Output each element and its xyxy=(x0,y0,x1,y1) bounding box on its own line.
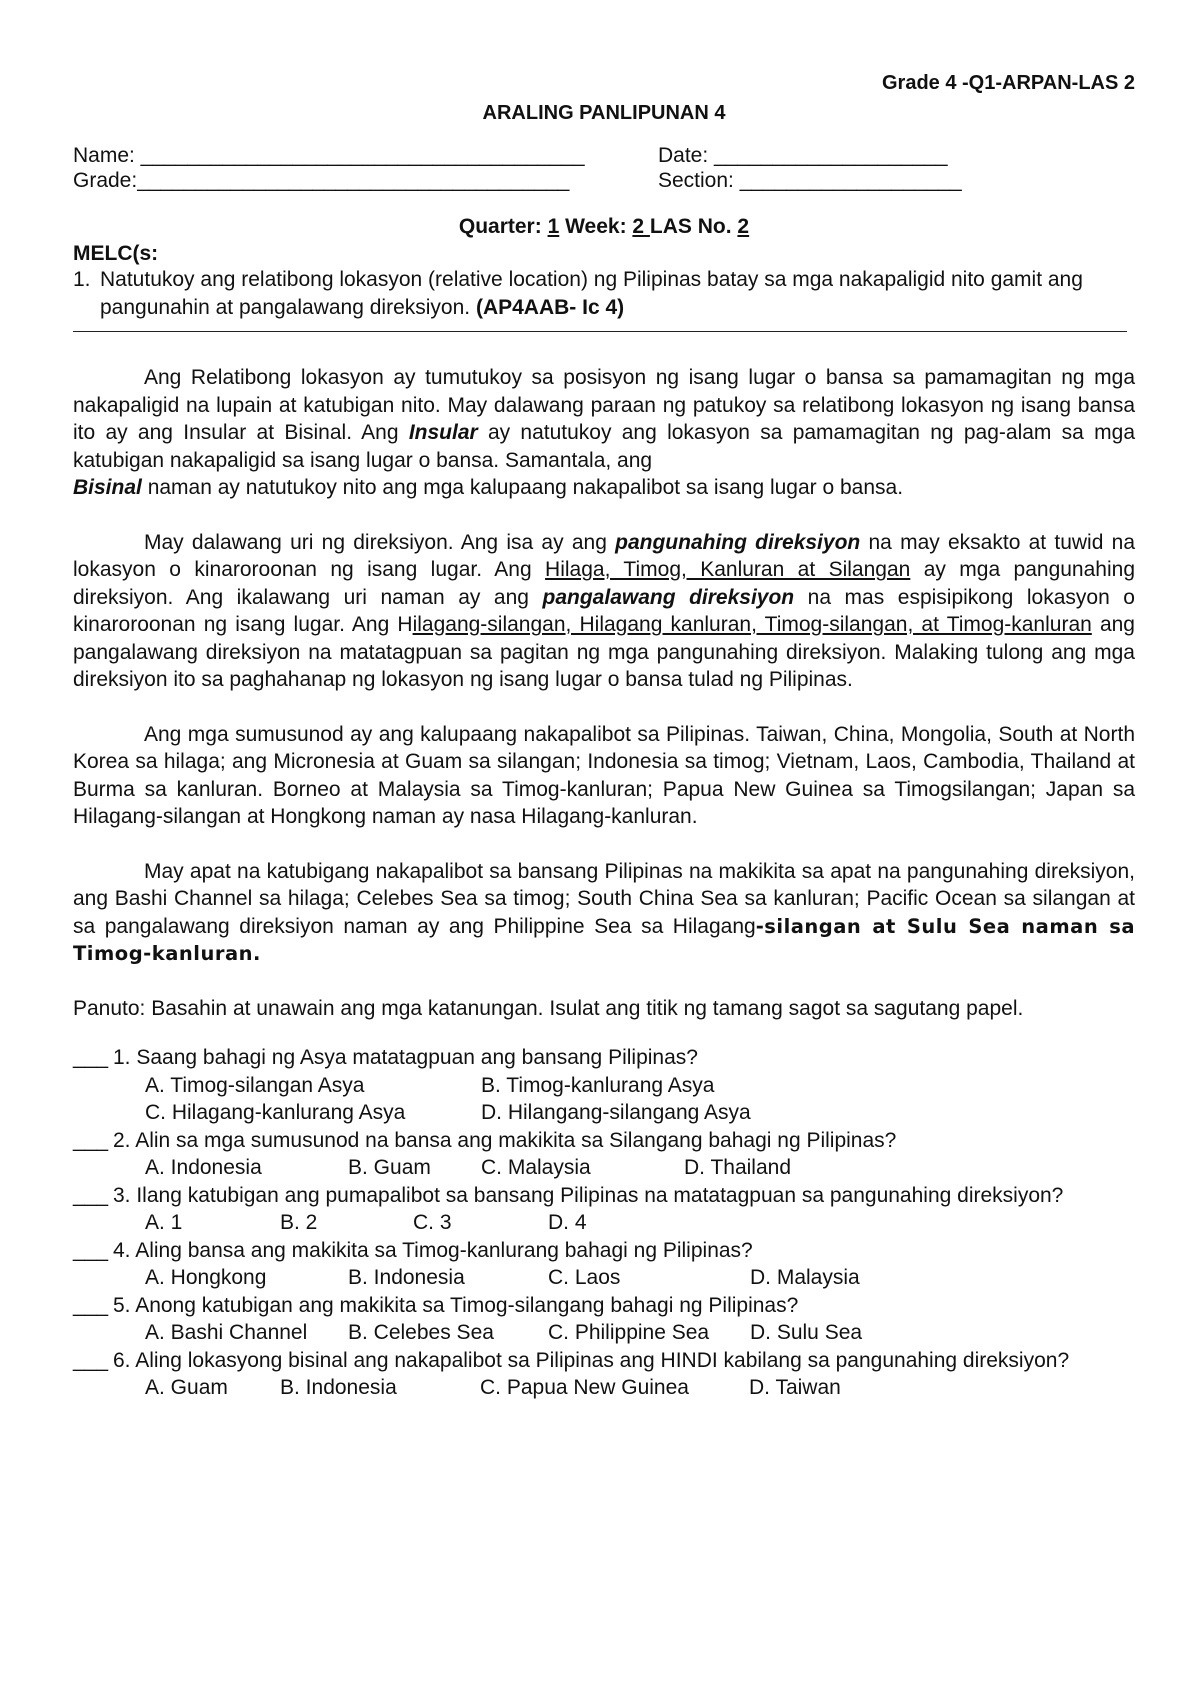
choice-option[interactable]: B. 2 xyxy=(280,1211,318,1234)
choice-option[interactable]: D. Malaysia xyxy=(750,1266,860,1289)
choice-option[interactable]: C. Philippine Sea xyxy=(548,1321,710,1344)
question-text: 5. Anong katubigan ang makikita sa Timog-silangang bahagi ng Pilipinas? xyxy=(113,1293,799,1317)
question-6 xyxy=(73,1347,1135,1375)
melc-heading: MELC(s: xyxy=(73,242,159,265)
question-2 xyxy=(73,1127,1135,1155)
student-fields xyxy=(73,143,1135,193)
choice-option[interactable]: D. 4 xyxy=(548,1211,587,1234)
question-text: 1. Saang bahagi ng Asya matatagpuan ang bansang Pilipinas? xyxy=(113,1046,698,1069)
paragraph-relatibong-lokasyon: Ang Relatibong lokasyon ay tumutukoy sa posisyon ng isang lugar o bansa sa pamamagitan ng mga nakapaligid na lupain at katubigan nito. May dalawang paraan ng patukoy sa relatibong lokasyon ng isang bansa ito ay ang Insular at Bisinal. Ang Insular ay natutukoy ang lokasyon sa pamamagitan ng pag-alam sa mga katubigan nakapaligid sa isang lugar o bansa. Samantala, ang xyxy=(73,366,1135,472)
answer-blank[interactable]: ___ xyxy=(73,1238,109,1262)
instructions: Panuto: Basahin at unawain ang mga katanungan. Isulat ang titik ng tamang sagot sa sagutang papel. xyxy=(73,996,1024,1020)
choice-option[interactable]: B. Indonesia xyxy=(348,1266,465,1289)
choice-row xyxy=(73,1264,1135,1292)
choice-option[interactable]: C. Hilagang-kanlurang Asya xyxy=(145,1101,406,1124)
grade-field[interactable]: Grade:_____________________________________ xyxy=(73,169,570,192)
answer-blank[interactable]: ___ xyxy=(73,1293,109,1317)
choice-option[interactable]: D. Hilangang-silangang Asya xyxy=(481,1101,751,1124)
choice-option[interactable]: C. Papua New Guinea xyxy=(480,1376,689,1399)
choice-option[interactable]: C. 3 xyxy=(413,1211,452,1234)
question-text: 2. Alin sa mga sumusunod na bansa ang makikita sa Silangang bahagi ng Pilipinas? xyxy=(113,1128,897,1152)
choice-option[interactable]: B. Indonesia xyxy=(280,1376,397,1399)
choice-row xyxy=(73,1072,1135,1100)
choice-option[interactable]: D. Thailand xyxy=(684,1156,792,1179)
question-text: 4. Aling bansa ang makikita sa Timog-kanlurang bahagi ng Pilipinas? xyxy=(113,1238,753,1262)
choice-option[interactable]: D. Taiwan xyxy=(749,1376,841,1399)
melc-item: 1. Natutukoy ang relatibong lokasyon (relative location) ng Pilipinas batay sa mga nakapaligid nito gamit ang pangunahin at pangalawang direksiyon. (AP4AAB- Ic 4) xyxy=(73,268,1083,319)
answer-blank[interactable]: ___ xyxy=(73,1348,109,1372)
paragraph-direksiyon: May dalawang uri ng direksiyon. Ang isa ay ang pangunahing direksiyon na may eksakto at tuwid na lokasyon o kinaroroonan ng isang lugar. Ang Hilaga, Timog, Kanluran at Silangan ay mga pangunahing direksiyon. Ang ikalawang uri naman ay ang pangalawang direksiyon na mas espisipikong lokasyon o kinaroroonan ng isang lugar. Ang Hilagang-silangan, Hilagang kanluran, Timog-silangan, at Timog-kanluran ang pangalawang direksiyon na matatagpuan sa pagitan ng mga pangunahing direksiyon. Malaking tulong ang mga direksiyon ito sa paghahanap ng lokasyon ng isang lugar o bansa tulad ng Pilipinas. xyxy=(73,530,1135,691)
choice-option[interactable]: D. Sulu Sea xyxy=(750,1321,863,1344)
answer-blank[interactable]: ___ xyxy=(73,1046,109,1069)
answer-blank[interactable]: ___ xyxy=(73,1128,109,1152)
choice-row xyxy=(73,1099,1135,1127)
choice-option[interactable]: C. Laos xyxy=(548,1266,621,1289)
choice-option[interactable]: A. Timog-silangan Asya xyxy=(145,1073,365,1097)
choice-option[interactable]: A. Bashi Channel xyxy=(145,1321,308,1344)
question-text: 3. Ilang katubigan ang pumapalibot sa bansang Pilipinas na matatagpuan sa pangunahing direksiyon? xyxy=(113,1183,1064,1207)
choice-option[interactable]: A. Indonesia xyxy=(145,1156,262,1179)
choice-row xyxy=(73,1154,1135,1182)
date-field[interactable]: Date: ____________________ xyxy=(658,144,948,167)
section-field[interactable]: Section: ___________________ xyxy=(658,169,962,192)
worksheet-code: Grade 4 -Q1-ARPAN-LAS 2 xyxy=(881,72,1135,94)
choice-row xyxy=(73,1319,1135,1347)
page-title: ARALING PANLIPUNAN 4 xyxy=(482,101,726,124)
choice-option[interactable]: B. Celebes Sea xyxy=(348,1321,494,1344)
question-3 xyxy=(73,1182,1135,1210)
paragraph-bisinal: Bisinal naman ay natutukoy nito ang mga kalupaang nakapalibot sa isang lugar o bansa. xyxy=(73,476,904,499)
choice-row xyxy=(73,1209,1135,1237)
choice-option[interactable]: A. 1 xyxy=(145,1211,183,1234)
question-list xyxy=(73,1044,1135,1402)
choice-option[interactable]: A. Hongkong xyxy=(145,1266,267,1289)
quarter-line: Quarter: 1 Week: 2 LAS No. 2 xyxy=(458,215,750,238)
question-4 xyxy=(73,1237,1135,1265)
paragraph-kalupaan: Ang mga sumusunod ay ang kalupaang nakapalibot sa Pilipinas. Taiwan, China, Mongolia, South at North Korea sa hilaga; ang Micronesia at Guam sa silangan; Indonesia sa timog; Vietnam, Laos, Cambodia, Thailand at Burma sa kanluran. Borneo at Malaysia sa Timog-kanluran; Papua New Guinea sa Timogsilangan; Japan sa Hilagang-silangan at Hongkong naman ay nasa Hilagang-kanluran. xyxy=(73,722,1135,828)
worksheet-page xyxy=(73,70,1135,1402)
name-field[interactable]: Name: ______________________________________ xyxy=(73,144,585,167)
paragraph-katubigan: May apat na katubigang nakapalibot sa bansang Pilipinas na makikita sa apat na pangunahing direksiyon, ang Bashi Channel sa hilaga; Celebes Sea sa timog; South China Sea sa kanluran; Pacific Ocean sa silangan at sa pangalawang direksiyon naman ay ang Philippine Sea sa Hilagang-silangan at Sulu Sea naman sa Timog-kanluran. xyxy=(73,859,1135,965)
choice-option[interactable]: A. Guam xyxy=(145,1376,228,1399)
answer-blank[interactable]: ___ xyxy=(73,1183,109,1207)
choice-row xyxy=(73,1374,1135,1402)
question-1 xyxy=(73,1044,1135,1072)
question-text: 6. Aling lokasyong bisinal ang nakapalibot sa Pilipinas ang HINDI kabilang sa pangunahing direksiyon? xyxy=(113,1348,1070,1372)
choice-option[interactable]: C. Malaysia xyxy=(481,1156,591,1179)
choice-option[interactable]: B. Guam xyxy=(348,1156,431,1179)
choice-option[interactable]: B. Timog-kanlurang Asya xyxy=(481,1073,715,1097)
question-5 xyxy=(73,1292,1135,1320)
